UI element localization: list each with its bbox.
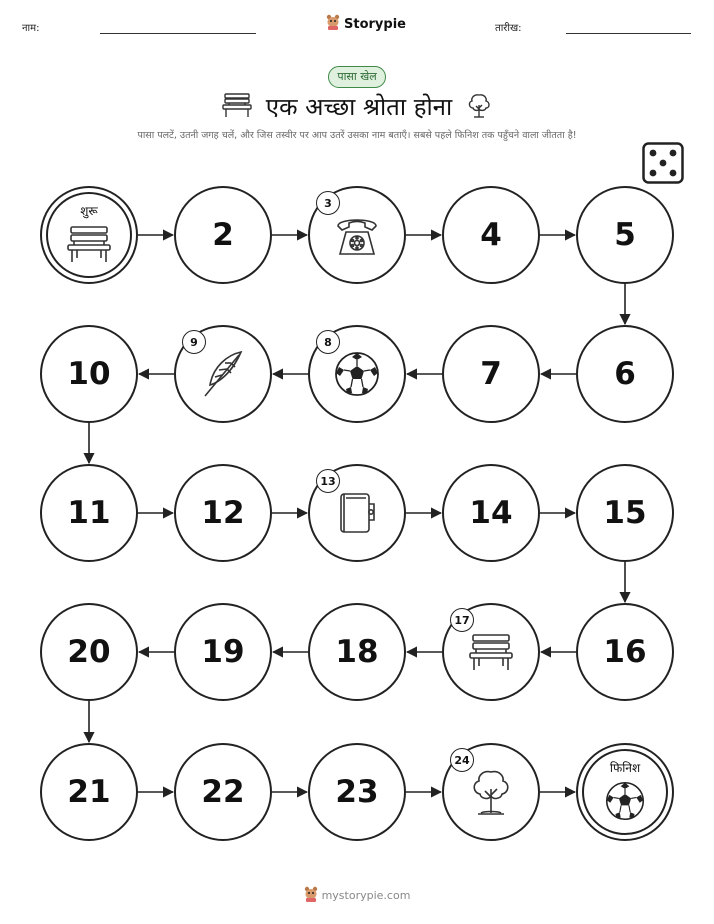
space-number: 7	[480, 356, 502, 392]
board-space	[308, 743, 406, 841]
space-number: 20	[67, 634, 111, 670]
board-space	[174, 603, 272, 701]
telephone-icon	[332, 212, 382, 262]
start-space	[40, 186, 138, 284]
space-number: 21	[67, 774, 111, 810]
tree-icon	[468, 767, 514, 821]
space-number: 19	[201, 634, 245, 670]
space-number: 10	[67, 356, 111, 392]
space-number-badge: 9	[182, 330, 206, 354]
board-space	[308, 464, 406, 562]
finish-label: फिनिश	[609, 761, 641, 775]
board-space	[576, 325, 674, 423]
space-number: 6	[614, 356, 636, 392]
space-number-badge: 24	[450, 748, 474, 772]
space-number: 12	[201, 495, 245, 531]
board-space	[40, 464, 138, 562]
board-space	[40, 603, 138, 701]
board-space	[442, 743, 540, 841]
space-number: 15	[603, 495, 647, 531]
footer	[304, 886, 411, 905]
board-space	[576, 186, 674, 284]
page-title: एक अच्छा श्रोता होना	[265, 93, 453, 121]
board-space	[174, 743, 272, 841]
soccer-ball-icon	[334, 351, 380, 401]
board-space	[174, 325, 272, 423]
board-space	[442, 603, 540, 701]
space-number: 11	[67, 495, 111, 531]
wallet-icon	[334, 490, 380, 540]
board-space	[308, 325, 406, 423]
space-number-badge: 3	[316, 191, 340, 215]
board-space	[442, 325, 540, 423]
board-space	[174, 186, 272, 284]
board-space	[40, 743, 138, 841]
space-number: 18	[335, 634, 379, 670]
game-type-badge: पासा खेल	[328, 66, 385, 88]
date-label: तारीख:	[495, 23, 522, 34]
bench-icon	[66, 224, 112, 268]
space-number: 4	[480, 217, 502, 253]
space-number-badge: 8	[316, 330, 340, 354]
instructions: पासा पलटें, उतनी जगह चलें, और जिस तस्वीर पर आप उतरें उसका नाम बताएँ। सबसे पहले फिनिश तक पहुँचने वाला जीतता है!	[137, 130, 577, 141]
board-space	[442, 464, 540, 562]
board-space	[40, 325, 138, 423]
name-label: नाम:	[22, 23, 40, 34]
space-number: 23	[335, 774, 379, 810]
storypie-logo-icon	[304, 886, 318, 905]
finish-space	[576, 743, 674, 841]
footer-site: mystorypie.com	[321, 889, 411, 902]
board-space	[308, 603, 406, 701]
board-space	[576, 603, 674, 701]
space-number: 16	[603, 634, 647, 670]
board-space	[576, 464, 674, 562]
brand-name: Storypie	[344, 16, 406, 32]
space-number: 22	[201, 774, 245, 810]
board-space	[308, 186, 406, 284]
feather-icon	[201, 349, 245, 403]
space-number: 2	[212, 217, 234, 253]
space-number-badge: 13	[316, 469, 340, 493]
board-space	[174, 464, 272, 562]
start-label: शुरू	[80, 204, 98, 218]
space-number: 14	[469, 495, 513, 531]
space-number: 5	[614, 217, 636, 253]
soccer-ball-icon	[605, 781, 645, 825]
bench-icon	[468, 632, 514, 676]
space-number-badge: 17	[450, 608, 474, 632]
board-space	[442, 186, 540, 284]
